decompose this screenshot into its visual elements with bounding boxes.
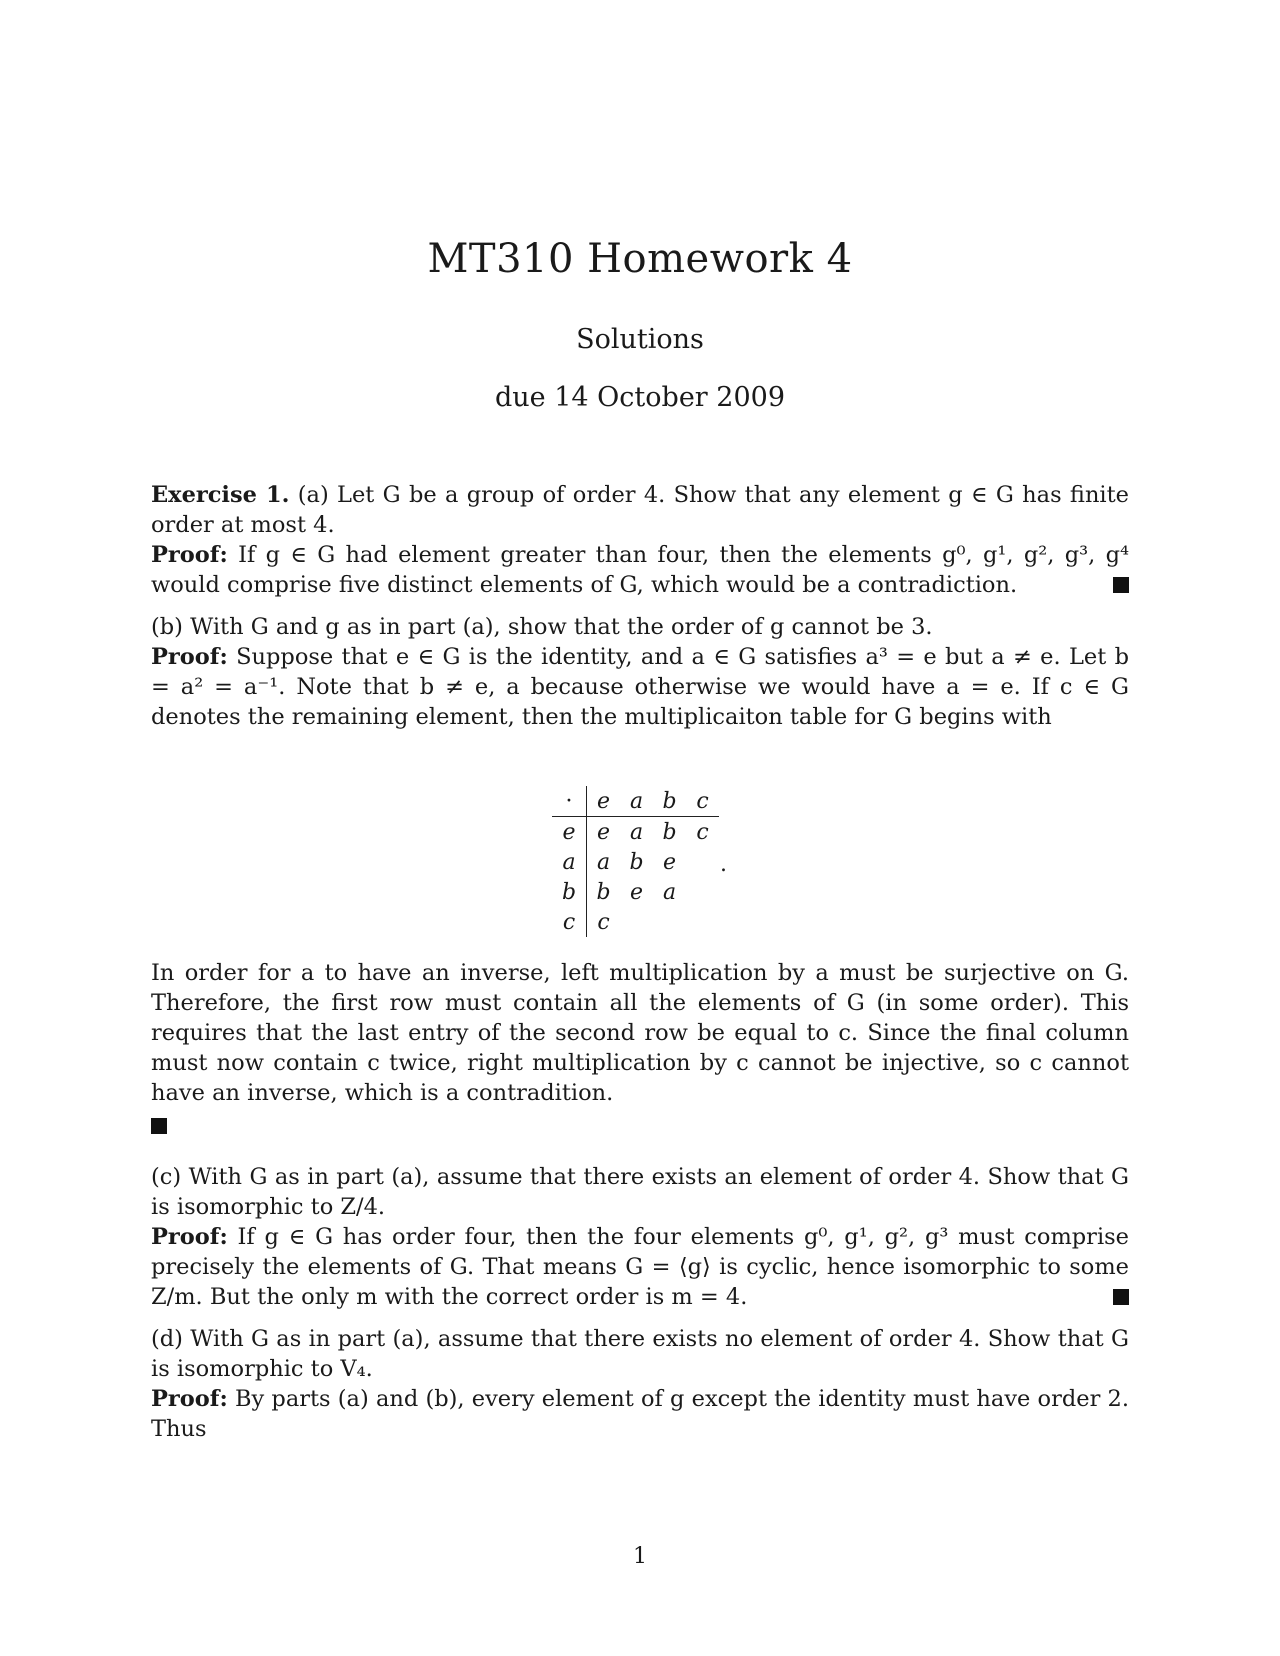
table-row-label: c	[552, 907, 587, 937]
part-a-question-text: (a) Let G be a group of order 4. Show that any element g ∈ G has finite order at most 4.	[151, 482, 1129, 538]
part-a-proof	[151, 540, 1129, 600]
exercise-body-bottom	[151, 958, 1129, 1444]
proof-label: Proof:	[151, 1386, 228, 1412]
part-d-proof	[151, 1384, 1129, 1444]
qed-square-icon	[1113, 1289, 1129, 1305]
table-row	[552, 847, 719, 877]
document-subtitle: Solutions	[576, 324, 704, 355]
table-row-label: b	[552, 877, 587, 907]
table-cell: e	[662, 849, 677, 875]
proof-label: Proof:	[151, 644, 228, 670]
proof-label: Proof:	[151, 1224, 228, 1250]
part-d-question: (d) With G as in part (a), assume that there exists no element of order 4. Show that G is isomorphic to V₄.	[151, 1326, 1129, 1382]
table-cell: c	[696, 819, 709, 845]
table-row	[552, 877, 719, 907]
multiplication-table	[552, 786, 719, 937]
part-a-question	[151, 480, 1129, 540]
part-d-proof-text: By parts (a) and (b), every element of g except the identity must have order 2. Thus	[151, 1386, 1129, 1442]
table-cell: b	[629, 849, 644, 875]
table-row-label: e	[552, 817, 587, 848]
proof-label: Proof:	[151, 542, 228, 568]
table-row	[552, 817, 719, 848]
table-cell: b	[662, 819, 677, 845]
page-number: 1	[633, 1544, 647, 1569]
table-header-cell: e	[587, 786, 621, 817]
qed-square-icon	[1113, 577, 1129, 593]
table-cell: c	[597, 909, 610, 935]
table-header-cell: c	[686, 786, 719, 817]
part-b-proof	[151, 642, 1129, 732]
table-cell	[686, 907, 719, 937]
part-c-proof	[151, 1222, 1129, 1312]
part-c-question: (c) With G as in part (a), assume that there exists an element of order 4. Show that G is isomorphic to Z/4.	[151, 1164, 1129, 1220]
part-b-question: (b) With G and g as in part (a), show that the order of g cannot be 3.	[151, 614, 933, 640]
table-cell: a	[596, 849, 611, 875]
part-a-proof-text: If g ∈ G had element greater than four, then the elements g⁰, g¹, g², g³, g⁴ would comprise five distinct elements of G, which would be a contradiction.	[151, 542, 1129, 598]
table-cell: a	[629, 819, 644, 845]
table-cell	[620, 907, 653, 937]
exercise-body-top	[151, 480, 1129, 732]
table-row-label: a	[552, 847, 587, 877]
table-cell: b	[596, 879, 611, 905]
table-corner: ·	[552, 786, 587, 817]
table-cell	[686, 877, 719, 907]
due-date: due 14 October 2009	[495, 382, 785, 413]
part-b-proof-text: Suppose that e ∈ G is the identity, and a ∈ G satisfies a³ = e but a ≠ e. Let b = a² = a⁻¹. Note that b ≠ e, a because otherwise we would have a = e. If c ∈ G denotes the remaining element, then the multiplicaiton table for G begins with	[151, 644, 1129, 730]
table-cell: a	[662, 879, 677, 905]
part-c-proof-text: If g ∈ G has order four, then the four elements g⁰, g¹, g², g³ must comprise precisely the elements of G. That means G = ⟨g⟩ is cyclic, hence isomorphic to some Z/m. But the only m with the correct order is m = 4.	[151, 1224, 1130, 1310]
table-cell: e	[596, 819, 611, 845]
qed-square-icon	[151, 1118, 167, 1134]
table-header-row	[552, 786, 719, 817]
table-header-cell: a	[620, 786, 653, 817]
exercise-label: Exercise 1.	[151, 482, 290, 508]
table-cell	[653, 907, 686, 937]
table-header-cell: b	[653, 786, 686, 817]
table-row	[552, 907, 719, 937]
part-b-conclusion: In order for a to have an inverse, left multiplication by a must be surjective on G. Therefore, the first row must contain all the elements of G (in some order). This requires that the last entry of the second row be equal to c. Since the final column must now contain c twice, right multiplication by c cannot be injective, so c cannot have an inverse, which is a contradition.	[151, 960, 1129, 1106]
qed-line	[151, 1112, 1129, 1142]
document-title: MT310 Homework 4	[427, 236, 853, 282]
table-trailing-period: .	[720, 852, 727, 877]
table-cell: e	[629, 879, 644, 905]
table-cell	[686, 847, 719, 877]
